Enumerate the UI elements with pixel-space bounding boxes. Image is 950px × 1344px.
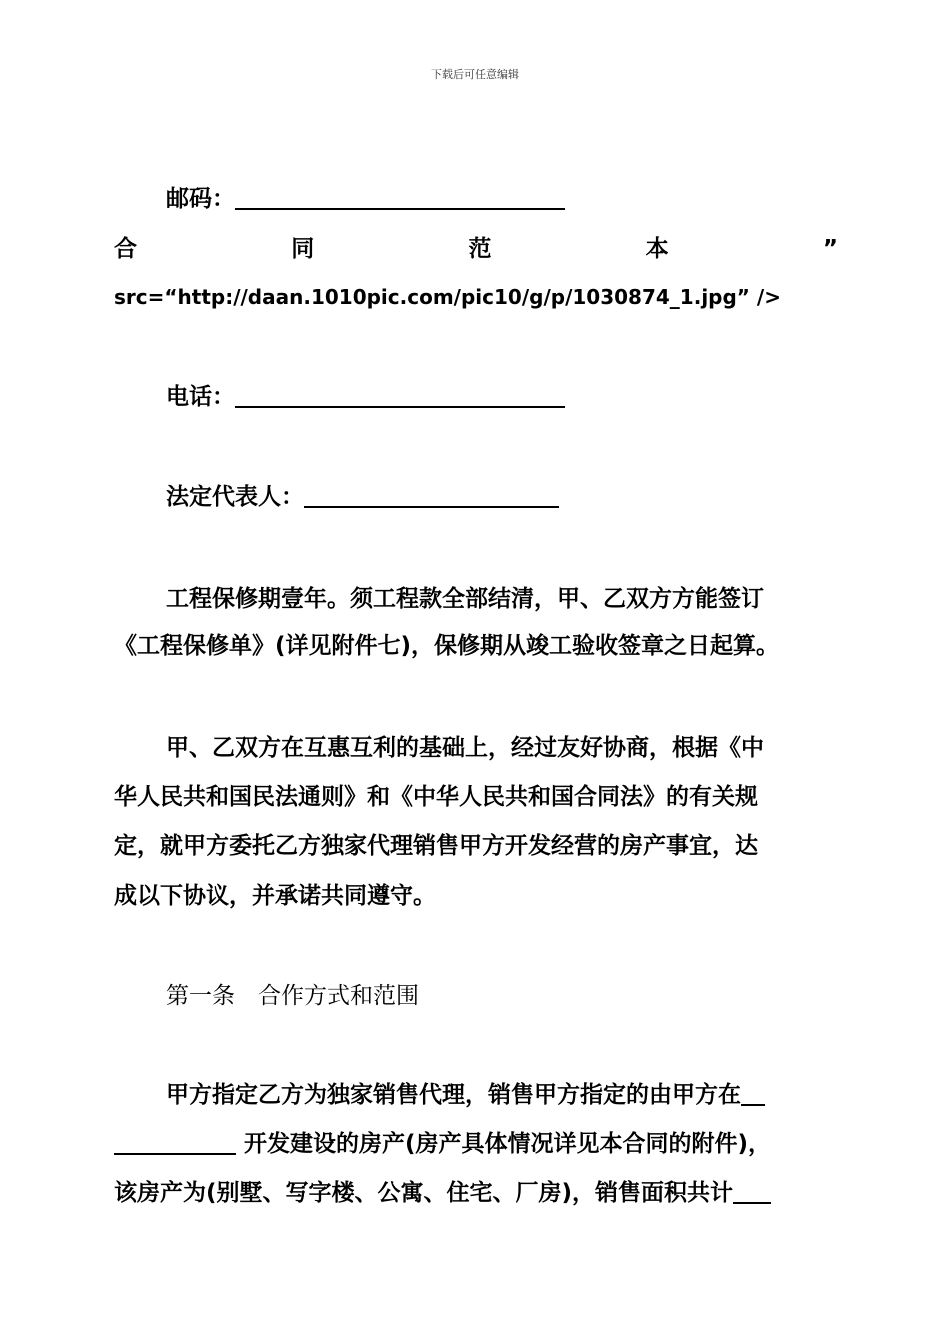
- warranty-line-2: 《工程保修单》(详见附件七)，保修期从竣工验收签章之日起算。: [114, 633, 780, 659]
- phone-label: 电话：: [166, 384, 235, 410]
- article-1-line-3-text: 该房产为(别墅、写字楼、公寓、住宅、厂房)，销售面积共计: [114, 1180, 734, 1206]
- article-1-line-2-text: 开发建设的房产(房产具体情况详见本合同的附件)，: [236, 1131, 772, 1157]
- preamble-line-3: 定，就甲方委托乙方独家代理销售甲方开发经营的房产事宜，达: [114, 833, 758, 859]
- title-char: 合: [114, 236, 137, 262]
- postcode-field: [166, 182, 838, 216]
- article-1-line-1: [166, 1078, 838, 1112]
- legal-rep-blank: [304, 484, 559, 508]
- broken-image-title: [114, 232, 838, 266]
- article-1-line-2: [114, 1127, 838, 1161]
- legal-rep-field: [166, 480, 838, 514]
- location-blank-end: [114, 1131, 236, 1155]
- area-blank: [733, 1180, 771, 1204]
- postcode-label: 邮码：: [166, 186, 235, 212]
- warranty-line-1: 工程保修期壹年。须工程款全部结清，甲、乙双方方能签订: [166, 586, 764, 612]
- article-1-line-1-text: 甲方指定乙方为独家销售代理，销售甲方指定的由甲方在: [166, 1082, 741, 1108]
- preamble-line-2: 华人民共和国民法通则》和《中华人民共和国合同法》的有关规: [114, 784, 758, 810]
- phone-blank: [235, 384, 565, 408]
- broken-image-src: src=“http://daan.1010pic.com/pic10/g/p/1030874_1.jpg” />: [114, 285, 781, 309]
- title-char: 本: [645, 236, 669, 262]
- phone-field: [166, 380, 838, 414]
- preamble-line-4: 成以下协议，并承诺共同遵守。: [114, 883, 436, 909]
- article-1-line-3: [114, 1176, 838, 1210]
- legal-rep-label: 法定代表人：: [166, 484, 304, 510]
- title-char: ”: [822, 236, 838, 262]
- title-char: 范: [468, 236, 492, 262]
- postcode-blank: [235, 186, 565, 210]
- article-1-title: 第一条 合作方式和范围: [166, 983, 419, 1009]
- preamble-line-1: 甲、乙双方在互惠互利的基础上，经过友好协商，根据《中: [166, 735, 764, 761]
- location-blank-start: [741, 1082, 765, 1106]
- page-header-note: 下载后可任意编辑: [431, 68, 519, 81]
- title-char: 同: [291, 236, 315, 262]
